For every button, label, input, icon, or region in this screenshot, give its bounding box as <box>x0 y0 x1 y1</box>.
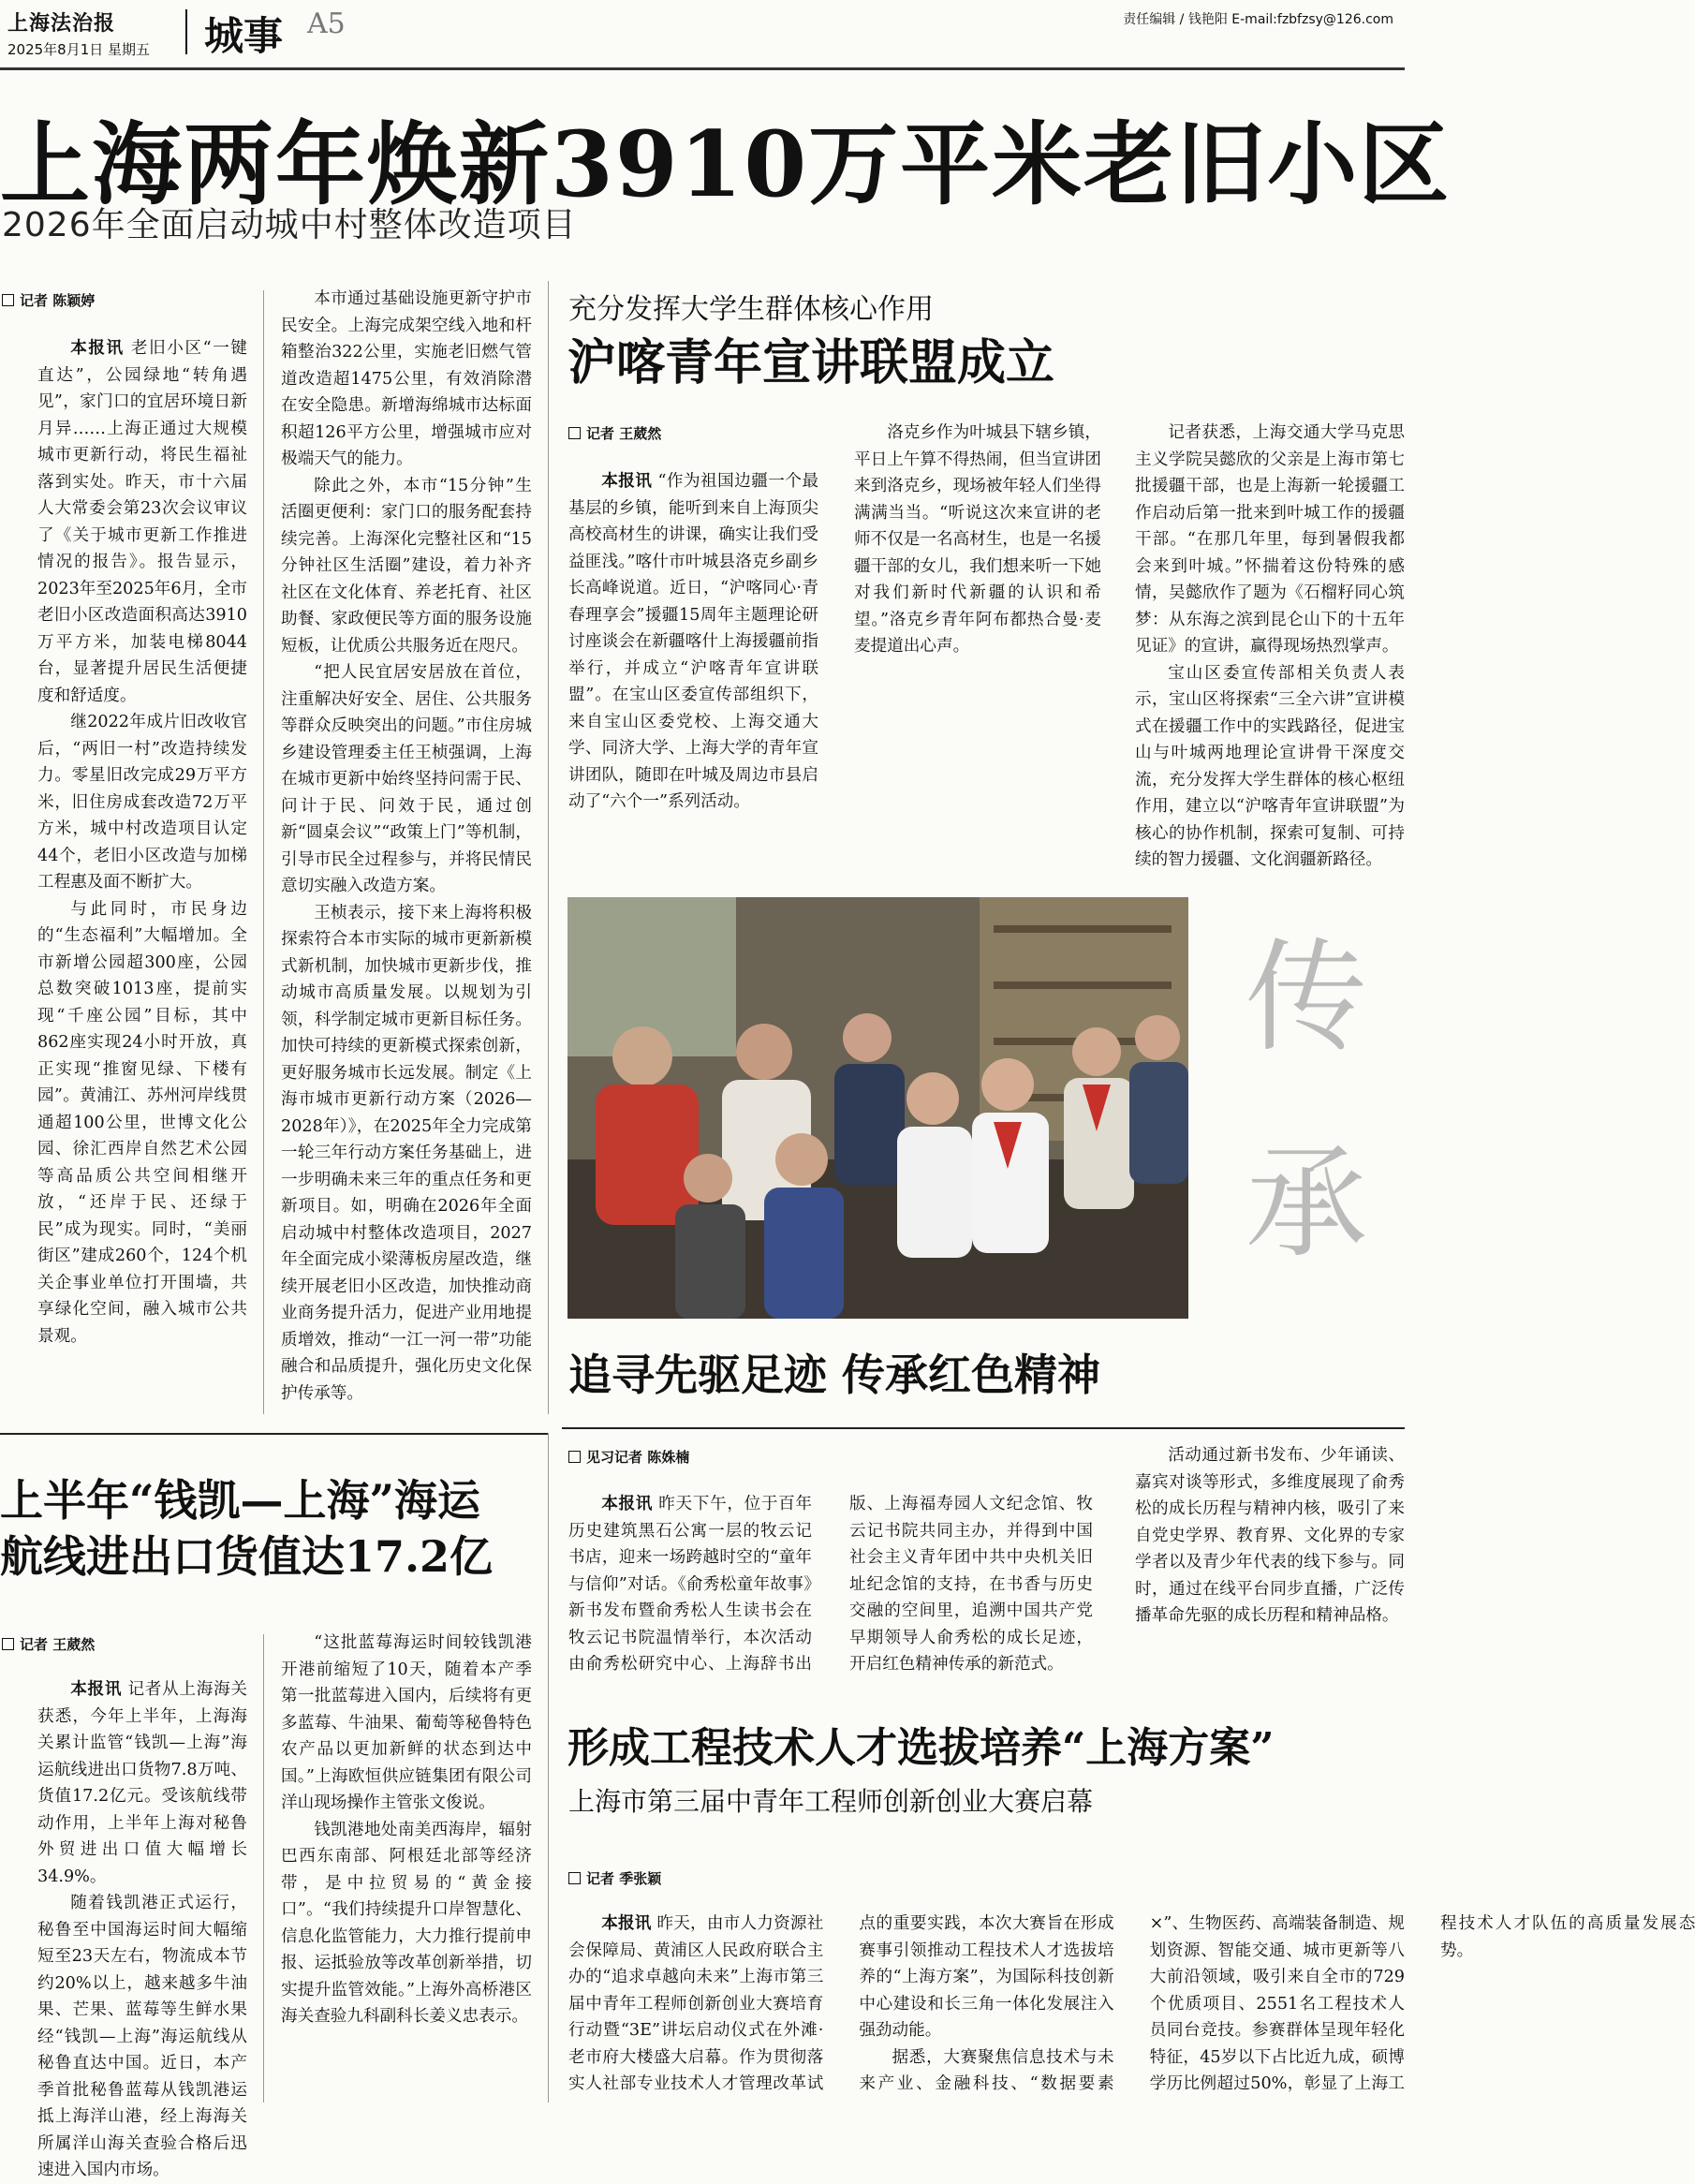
alliance-column-2 <box>854 420 1101 843</box>
lead-paragraph-5: 除此之外，本市“15分钟”生活圈更便利：家门口的服务配套持续完善。上海深化完整社区和“15分钟社区生活圈”建设，着力补齐社区在文化体育、养老托育、社区助餐、家政便民等方面的服务设施短板，让优质公共服务近在咫尺。 <box>281 476 532 656</box>
shipping-column-2 <box>281 1630 532 2103</box>
engineer-paragraph-1: 昨天，由市人力资源社会保障局、黄浦区人民政府联合主办的“追求卓越向未来”上海市第三届中青年工程师创新创业大赛培育行动暨“3E”讲坛启动仪式在外滩·老市府大楼盛大启幕。作为贯彻落实人社部专业技术人才管理改革试点的重要实践，本次大赛旨在形成赛事引领推动工程技术人才选拔培养的“上海方案”，为国际科技创新中心建设和长三角一体化发展注入强劲动能。 <box>568 1914 1114 2093</box>
photo-feature-paragraph-1: 昨天下午，位于百年历史建筑黑石公寓一层的牧云记书店，迎来一场跨越时空的“童年与信仰”对话。《俞秀松童年故事》新书发布暨俞秀松人生读书会在牧云记书院温情举行，本次活动由俞秀松研究中心、上海辞书出版、上海福寿园人文纪念馆、牧云记书院共同主办，并得到中国社会主义青年团中共中央机关旧址纪念馆的支持，在书香与历史交融的空间里，追溯中国共产党早期领导人俞秀松的成长足迹，开启红色精神传承的新范式。 <box>568 1495 1093 1674</box>
shipping-paragraph-2: 随着钱凯港正式运行，秘鲁至中国海运时间大幅缩短至23天左右，物流成本节约20%以上，越来越多牛油果、芒果、蓝莓等生鲜水果经“钱凯—上海”海运航线从秘鲁直达中国。近日，本产季首批秘鲁蓝莓从钱凯港运抵上海洋山港，经上海海关所属洋山海关查验合格后迅速进入国内市场。 <box>37 1894 247 2179</box>
alliance-byline-text: 记者 王葳然 <box>586 425 662 442</box>
lead-tag: 本报讯 <box>601 1913 652 1933</box>
byline-box-icon <box>568 1872 581 1884</box>
alliance-kicker: 充分发挥大学生群体核心作用 <box>568 293 934 326</box>
shipping-headline-line-2: 航线进出口货值达17.2亿 <box>0 1531 494 1582</box>
shipping-paragraph-4: 钱凯港地处南美西海岸，辐射巴西东南部、阿根廷北部等经济带，是中拉贸易的“黄金接口”。“我们持续提升口岸智慧化、信息化监管能力，大力推行提前申报、运抵验放等改革创新举措，切实提升监管效能。”上海外高桥港区海关查验九科副科长姜义忠表示。 <box>281 1820 532 2026</box>
section-rule <box>562 1427 1405 1429</box>
byline-box-icon <box>2 294 14 306</box>
alliance-paragraph-1: “作为祖国边疆一个最基层的乡镇，能听到来自上海顶尖高校高材生的讲课，确实让我们受益匪浅。”喀什市叶城县洛克乡副乡长高峰说道。近日，“沪喀同心·青春理享会”援疆15周年主题理论研讨座谈会在新疆喀什上海援疆前指举行，并成立“沪喀青年宣讲联盟”。在宝山区委宣传部组织下，来自宝山区委党校、上海交通大学、同济大学、上海大学的青年宣讲团队，随即在叶城及周边市县启动了“六个一”系列活动。 <box>568 472 818 811</box>
shipping-headline <box>0 1472 493 1585</box>
shipping-paragraph-1: 记者从上海海关获悉，今年上半年，上海海关累计监管“钱凯—上海”海运航线进出口货物7.8万吨、货值17.2亿元。受该航线带动作用，上半年上海对秘鲁外贸进出口值大幅增长34.9%。 <box>37 1680 247 1886</box>
lead-paragraph-3: 与此同时，市民身边的“生态福利”大幅增加。全市新增公园超300座，公园总数突破1013座，提前实现“千座公园”目标，其中862座实现24小时开放，真正实现“推窗见绿、下楼有园”。黄浦江、苏州河岸线贯通超100公里，世博文化公园、徐汇西岸自然艺术公园等高品质公共空间相继开放，“还岸于民、还绿于民”成为现实。同时，“美丽街区”建成260个，124个机关企事业单位打开围墙，共享绿化空间，融入城市公共景观。 <box>37 899 247 1346</box>
paper-name: 上海法治报 <box>7 11 116 36</box>
photo-feature-paragraph-2: 活动通过新书发布、少年诵读、嘉宾对谈等形式，多维度展现了俞秀松的成长历程与精神内核，吸引了来自党史学界、教育界、文化界的专家学者以及青少年代表的线下参与。同时，通过在线平台同步直播，广泛传播革命先驱的成长历程和精神品格。 <box>1135 1446 1405 1625</box>
photo-feature-column-1 <box>568 1491 1093 1697</box>
lead-byline-text: 记者 陈颖婷 <box>20 292 96 309</box>
alliance-paragraph-4: 宝山区委宣传部相关负责人表示，宝山区将探索“三全六讲”宣讲模式在援疆工作中的实践路径，促进宝山与叶城两地理论宣讲骨干深度交流，充分发挥大学生群体的核心枢纽作用，建立以“沪喀青年宣讲联盟”为核心的协作机制，探索可复制、可持续的智力援疆、文化润疆新路径。 <box>1135 663 1405 869</box>
engineer-subhead: 上海市第三届中青年工程师创新创业大赛启幕 <box>568 1786 1094 1817</box>
engineer-columns <box>568 1911 1695 2107</box>
photo-feature-byline-text: 见习记者 陈姝楠 <box>586 1449 690 1466</box>
alliance-column-1 <box>568 468 818 843</box>
shipping-byline-text: 记者 王葳然 <box>20 1636 96 1653</box>
lead-column-1 <box>37 335 247 1412</box>
photo-feature-headline: 追寻先驱足迹 传承红色精神 <box>568 1350 1101 1400</box>
issue-date: 2025年8月1日 星期五 <box>7 41 151 58</box>
lead-paragraph-6: “把人民宜居安居放在首位，注重解决好安全、居住、公共服务等群众反映突出的问题。”市住房城乡建设管理委主任王桢强调，上海在城市更新中始终坚持问需于民、问计于民、问效于民，通过创新“圆桌会议”“政策上门”等机制，引导市民全过程参与，并将民情民意切实融入改造方案。 <box>281 663 532 895</box>
alliance-headline: 沪喀青年宣讲联盟成立 <box>567 334 1055 391</box>
shipping-column-1 <box>37 1676 247 2179</box>
alliance-column-3 <box>1135 420 1405 869</box>
alliance-byline <box>568 423 661 443</box>
lead-paragraph-2: 继2022年成片旧改收官后，“两旧一村”改造持续发力。零星旧改完成29万平方米，旧住房成套改造72万平方米，城中村改造项目认定44个，老旧小区改造与加梯工程惠及面不断扩大。 <box>37 713 247 892</box>
lead-tag: 本报讯 <box>70 338 125 358</box>
lead-headline: 上海两年焕新3910万平米老旧小区 <box>0 111 1452 217</box>
editor-credit: 责任编辑 / 钱艳阳 E-mail:fzbfzsy@126.com <box>1123 12 1393 27</box>
page-number: A5 <box>307 7 346 40</box>
lead-tag: 本报讯 <box>601 1494 653 1513</box>
engineer-byline <box>568 1868 661 1888</box>
engineer-paragraph-2: 据悉，大赛聚焦信息技术与未来产业、金融科技、“数据要素×”、生物医药、高端装备制造、规划资源、智能交通、城市更新等八大前沿领域，吸引来自全市的729个优质项目、2551名工程技术人员同台竞技。参赛群体呈现年轻化特征，45岁以下占比近九成，硕博学历比例超过50%，彰显了上海工程技术人才队伍的高质量发展态势。 <box>859 1914 1695 2093</box>
column-rule <box>263 290 264 1414</box>
alliance-paragraph-3: 记者获悉，上海交通大学马克思主义学院吴懿欣的父亲是上海市第七批援疆干部，也是上海新一轮援疆工作启动后第一批来到叶城工作的援疆干部。“在那几年里，每到暑假我都会来到叶城。”怀揣着这份特殊的感情，吴懿欣作了题为《石榴籽同心筑梦：从东海之滨到昆仑山下的十五年见证》的宣讲，赢得现场热烈掌声。 <box>1135 423 1405 656</box>
calligraphy-char-1: 传 <box>1245 926 1368 1069</box>
masthead-divider <box>185 9 187 54</box>
audience-photo <box>567 897 1188 1319</box>
section-name: 城事 <box>204 13 284 59</box>
lead-subhead: 2026年全面启动城中村整体改造项目 <box>2 206 577 244</box>
lead-column-2 <box>281 286 532 1414</box>
alliance-paragraph-2: 洛克乡作为叶城县下辖乡镇，平日上午算不得热闹，但当宣讲团来到洛克乡，现场被年轻人们坐得满满当当。“听说这次来宣讲的老师不仅是一名高材生，也是一名援疆干部的女儿，我们想来听一下她对我们新时代新疆的认识和希望。”洛克乡青年阿布都热合曼·麦麦提道出心声。 <box>854 423 1101 656</box>
column-rule <box>548 1433 549 2103</box>
lead-paragraph-7: 王桢表示，接下来上海将积极探索符合本市实际的城市更新新模式新机制，加快城市更新步伐，推动城市高质量发展。以规划为引领，科学制定城市更新目标任务。加快可持续的更新模式探索创新，更好服务城市长远发展。制定《上海市城市更新行动方案（2026—2028年）》，在2025年全力完成第一轮三年行动方案任务基础上，进一步明确未来三年的重点任务和更新项目。如，明确在2026年全面启动城中村整体改造项目，2027年全面完成小梁薄板房屋改造，继续开展老旧小区改造，加快推动商业商务提升活力，促进产业用地提质增效，推动“一江一河一带”功能融合和品质提升，强化历史文化保护传承等。 <box>281 903 532 1403</box>
lead-byline <box>2 290 95 310</box>
lead-tag: 本报讯 <box>70 1679 123 1699</box>
engineer-byline-text: 记者 季张颖 <box>586 1870 662 1887</box>
shipping-headline-line-1: 上半年“钱凯—上海”海运 <box>0 1475 480 1526</box>
lead-paragraph-1: 老旧小区“一键直达”，公园绿地“转角遇见”，家门口的宜居环境日新月异……上海正通过大规模城市更新行动，将民生福祉落到实处。昨天，市十六届人大常委会第23次会议审议了《关于城市更新工作推进情况的报告》。报告显示，2023年至2025年6月，全市老旧小区改造面积高达3910万平方米，加装电梯8044台，显著提升居民生活便捷度和舒适度。 <box>37 339 247 705</box>
byline-box-icon <box>568 1451 581 1463</box>
photo-feature-column-2 <box>1135 1442 1405 1697</box>
calligraphy-char-2: 承 <box>1245 1132 1368 1275</box>
photo-feature-byline <box>568 1447 689 1467</box>
lead-paragraph-4: 本市通过基础设施更新守护市民安全。上海完成架空线入地和杆箱整治322公里，实施老旧燃气管道改造超1475公里，有效消除潜在安全隐患。新增海绵城市达标面积超126平方公里，增强城市应对极端天气的能力。 <box>281 289 532 468</box>
audience-photo-icon <box>567 897 1188 1319</box>
column-rule <box>548 281 549 1414</box>
column-rule <box>263 1634 264 2103</box>
shipping-byline <box>2 1634 95 1654</box>
byline-box-icon <box>2 1638 14 1650</box>
byline-box-icon <box>568 427 581 439</box>
engineer-headline: 形成工程技术人才选拔培养“上海方案” <box>567 1724 1275 1772</box>
section-rule <box>0 1433 548 1435</box>
shipping-paragraph-3: “这批蓝莓海运时间较钱凯港开港前缩短了10天，随着本产季第一批蓝莓进入国内，后续将有更多蓝莓、牛油果、葡萄等秘鲁特色农产品以更加新鲜的状态到达中国。”上海欧恒供应链集团有限公司洋山现场操作主管张文俊说。 <box>281 1633 532 1812</box>
lead-tag: 本报讯 <box>601 471 653 491</box>
